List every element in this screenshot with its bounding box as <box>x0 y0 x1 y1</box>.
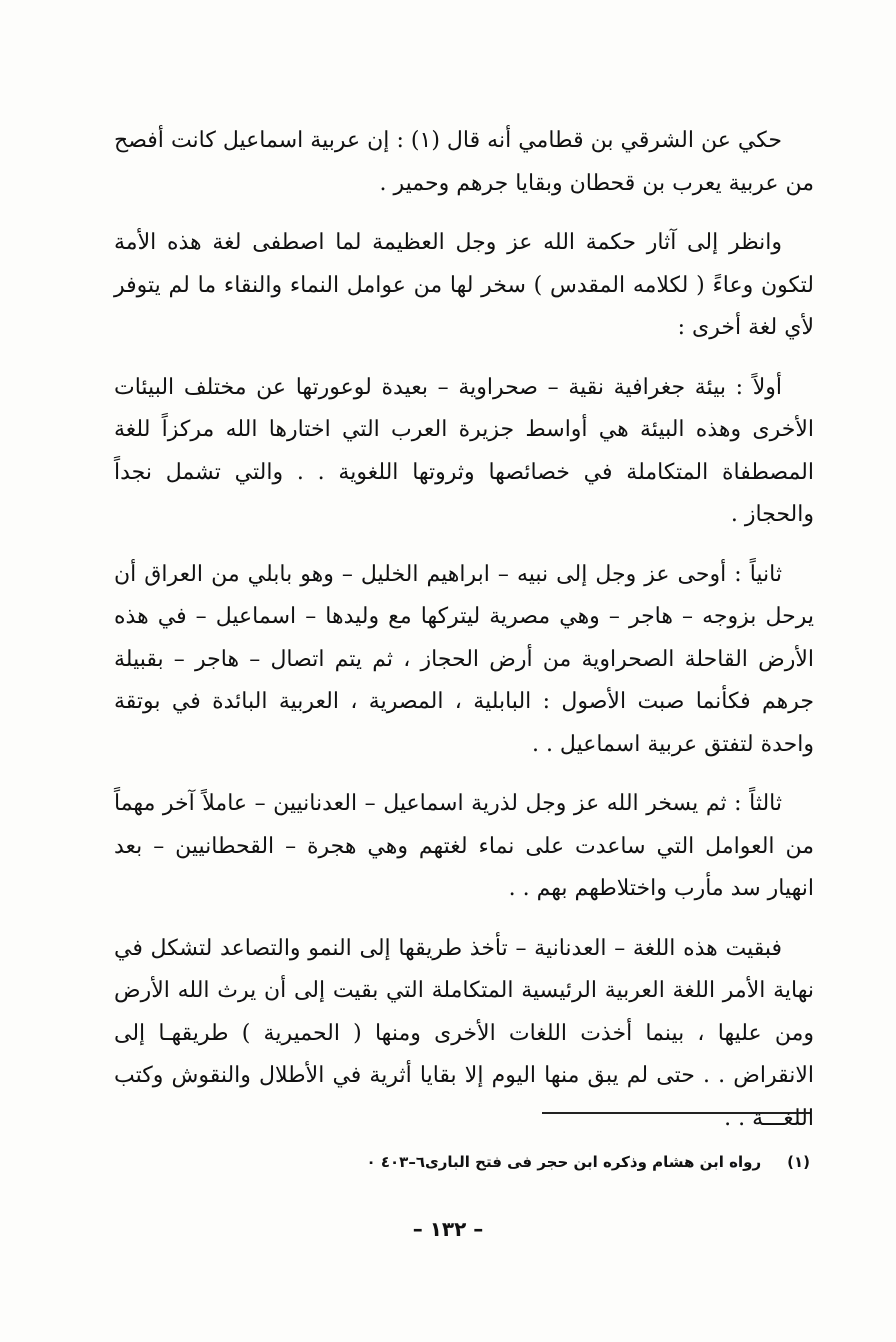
footnote <box>110 1150 810 1174</box>
main-text <box>114 120 814 1157</box>
footnote-text: رواه ابن هشام وذكره ابن حجر فى فتح البارى٦–٤٠٣ ٠ <box>366 1153 762 1171</box>
paragraph-4: ثانياً : أوحى عز وجل إلى نبيه – ابراهيم الخليل – وهو بابلي من العراق أن يرحل بزوجه – هاجر – وهي مصرية ليتركها مع وليدها – اسماعيل – في هذه الأرض القاحلة الصحراوية من أرض الحجاز ، ثم يتم اتصال – هاجر – بقبيلة جرهم فكأنما صبت الأصول : البابلية ، المصرية ، العربية البائدة في بوتقة واحدة لتفتق عربية اسماعيل . . <box>114 561 814 757</box>
paragraph-1: حكي عن الشرقي بن قطامي أنه قال (١) : إن عربية اسماعيل كانت أفصح من عربية يعرب بن قحطان وبقايا جرهم وحمير . <box>114 128 814 196</box>
paragraph-2: وانظر إلى آثار حكمة الله عز وجل العظيمة لما اصطفى لغة هذه الأمة لتكون وعاءً ( لكلامه المقدس ) سخر لها من عوامل النماء والنقاء ما لم يتوفر لأي لغة أخرى : <box>114 230 814 340</box>
paragraph-5: ثالثاً : ثم يسخر الله عز وجل لذرية اسماعيل – العدنانيين – عاملاً آخر مهماً من العوامل التي ساعدت على نماء لغتهم وهي هجرة – القحطانيين – بعد انهيار سد مأرب واختلاطهم بهم . . <box>114 791 814 901</box>
paragraph-3: أولاً : بيئة جغرافية نقية – صحراوية – بعيدة لوعورتها عن مختلف البيئات الأخرى وهذه البيئة هي أواسط جزيرة العرب التي اختارها الله مركزاً للغة المصطفاة المتكاملة في خصائصها وثروتها اللغوية . . والتي تشمل نجداً والحجاز . <box>114 374 814 527</box>
paragraph-6: فبقيت هذه اللغة – العدنانية – تأخذ طريقها إلى النمو والتصاعد لتشكل في نهاية الأمر اللغة العربية الرئيسية المتكاملة التي بقيت إلى أن يرث الله الأرض ومن عليها ، بينما أخذت اللغات الأخرى ومنها ( الحميرية ) طريقهـا إلى الانقراض . . حتى لم يبق منها اليوم إلا بقايا أثرية في الأطلال والنقوش وكتب اللغـــة . . <box>114 935 814 1131</box>
footnote-number: (١) <box>787 1153 810 1171</box>
footnote-separator <box>542 1112 810 1114</box>
page-number: – ١٣٢ – <box>412 1217 484 1241</box>
